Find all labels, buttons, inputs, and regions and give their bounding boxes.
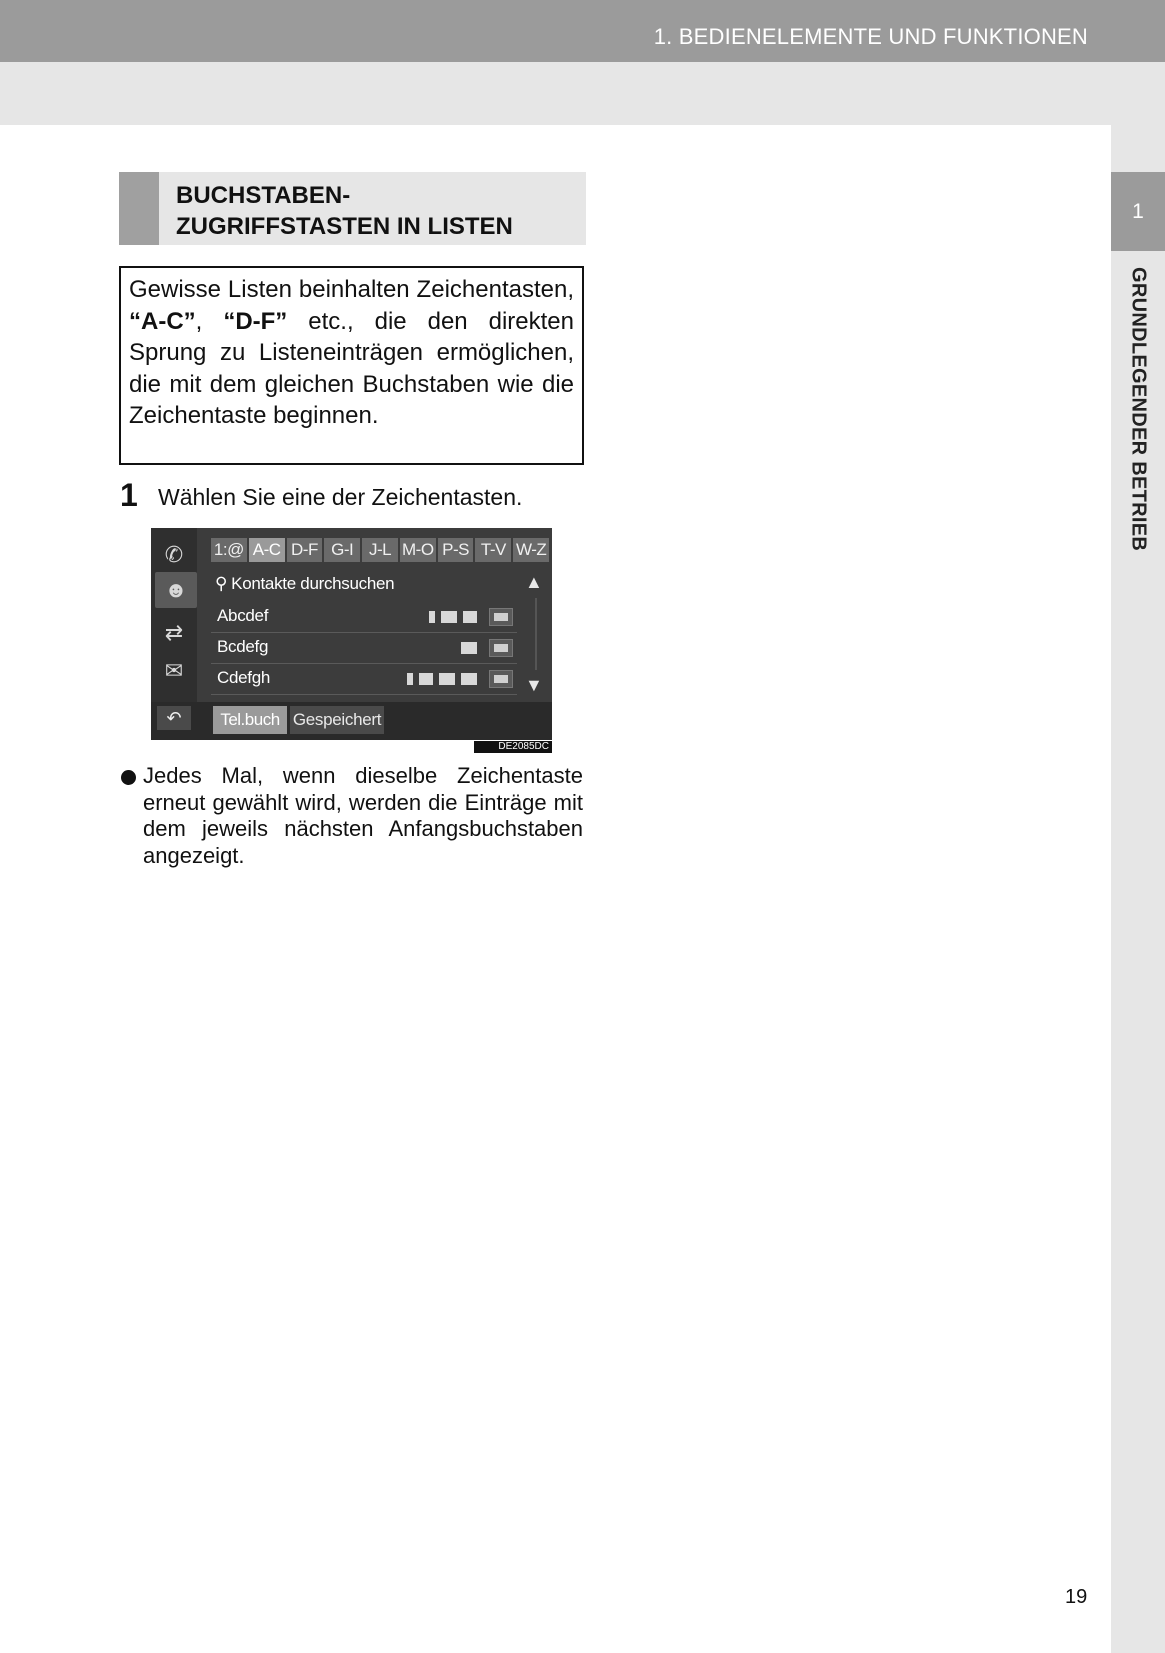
contact-number-icons bbox=[429, 608, 513, 626]
tab-saved[interactable]: Gespeichert bbox=[290, 706, 384, 734]
letter-key-j-l[interactable]: J-L bbox=[362, 538, 398, 562]
bullet-note: Jedes Mal, wenn dieselbe Zeichentaste erneut gewählt wird, werden die Einträge mit dem jeweils nächsten Anfangsbuchstaben angezeigt. bbox=[143, 763, 583, 868]
phone-icon[interactable]: ✆ bbox=[164, 542, 184, 567]
heading-accent-bar bbox=[119, 172, 159, 245]
contact-name: Abcdef bbox=[217, 606, 269, 625]
key-label-d-f: “D-F” bbox=[223, 307, 288, 335]
letter-key-g-i[interactable]: G-I bbox=[324, 538, 360, 562]
contact-number-icons bbox=[461, 639, 513, 657]
intro-separator: , bbox=[195, 307, 224, 335]
step-text: Wählen Sie eine der Zeichentasten. bbox=[158, 484, 523, 510]
intro-part-1: Gewisse Listen beinhalten Zeichentasten, bbox=[129, 276, 574, 303]
letter-key-a-c[interactable]: A-C bbox=[249, 538, 285, 562]
work-phone-icon bbox=[463, 611, 477, 623]
header-band bbox=[0, 62, 1165, 125]
edit-contact-icon[interactable] bbox=[489, 670, 513, 688]
scroll-up-icon[interactable]: ▲ bbox=[525, 572, 543, 592]
message-icon[interactable]: ✉ bbox=[164, 658, 184, 683]
letter-key-w-z[interactable]: W-Z bbox=[513, 538, 549, 562]
key-label-a-c: “A-C” bbox=[129, 307, 196, 335]
work-phone-icon bbox=[419, 673, 433, 685]
search-contacts-button[interactable] bbox=[215, 574, 394, 594]
chapter-title: 1. BEDIENELEMENTE UND FUNKTIONEN bbox=[653, 24, 1088, 49]
back-icon[interactable]: ↶ bbox=[157, 706, 191, 730]
tab-phonebook[interactable]: Tel.buch bbox=[213, 706, 287, 734]
contact-row[interactable] bbox=[211, 633, 517, 664]
home-phone-icon bbox=[439, 673, 455, 685]
contact-name: Bcdefg bbox=[217, 637, 269, 656]
mobile-phone-icon bbox=[407, 673, 413, 685]
step-number: 1 bbox=[120, 477, 138, 513]
section-heading-text bbox=[176, 180, 513, 242]
heading-line-2: ZUGRIFFSTASTEN IN LISTEN bbox=[176, 213, 513, 240]
contact-row[interactable] bbox=[211, 602, 517, 633]
bullet-icon bbox=[121, 770, 136, 785]
letter-key-row bbox=[211, 538, 549, 562]
phonebook-screen-figure bbox=[151, 528, 552, 740]
letter-key-d-f[interactable]: D-F bbox=[287, 538, 323, 562]
chapter-side-label: GRUNDLEGENDER BETRIEB bbox=[1127, 267, 1150, 552]
top-header-bar bbox=[0, 0, 1165, 62]
chapter-tab-number[interactable]: 1 bbox=[1111, 172, 1165, 251]
section-heading bbox=[119, 172, 586, 245]
home-phone-icon bbox=[441, 611, 457, 623]
page-number: 19 bbox=[1065, 1586, 1088, 1608]
contact-name: Cdefgh bbox=[217, 668, 271, 687]
scrollbar-track[interactable] bbox=[535, 598, 537, 670]
contacts-icon[interactable]: ☻ bbox=[155, 572, 197, 608]
contact-row[interactable] bbox=[211, 664, 517, 695]
mobile-phone-icon bbox=[429, 611, 435, 623]
search-icon: ⚲ bbox=[215, 574, 228, 593]
search-contacts-label: Kontakte durchsuchen bbox=[231, 574, 395, 593]
letter-key-m-o[interactable]: M-O bbox=[400, 538, 436, 562]
scroll-down-icon[interactable]: ▼ bbox=[525, 675, 543, 695]
letter-key-t-v[interactable]: T-V bbox=[475, 538, 511, 562]
contact-number-icons bbox=[407, 670, 513, 688]
home-phone-icon bbox=[461, 642, 477, 654]
edit-contact-icon[interactable] bbox=[489, 608, 513, 626]
letter-key-p-s[interactable]: P-S bbox=[438, 538, 474, 562]
call-history-icon[interactable]: ⇄ bbox=[164, 620, 184, 645]
figure-code: DE2085DC bbox=[474, 741, 552, 753]
edit-contact-icon[interactable] bbox=[489, 639, 513, 657]
other-phone-icon bbox=[461, 673, 477, 685]
heading-line-1: BUCHSTABEN- bbox=[176, 182, 351, 209]
intro-text-box bbox=[119, 266, 584, 465]
letter-key-1-at[interactable]: 1:@ bbox=[211, 538, 247, 562]
intro-part-2: etc., die den direkten Sprung zu Listeneinträgen ermöglichen, die mit dem gleichen Buchstaben wie die Zeichentaste beginnen. bbox=[129, 307, 574, 429]
